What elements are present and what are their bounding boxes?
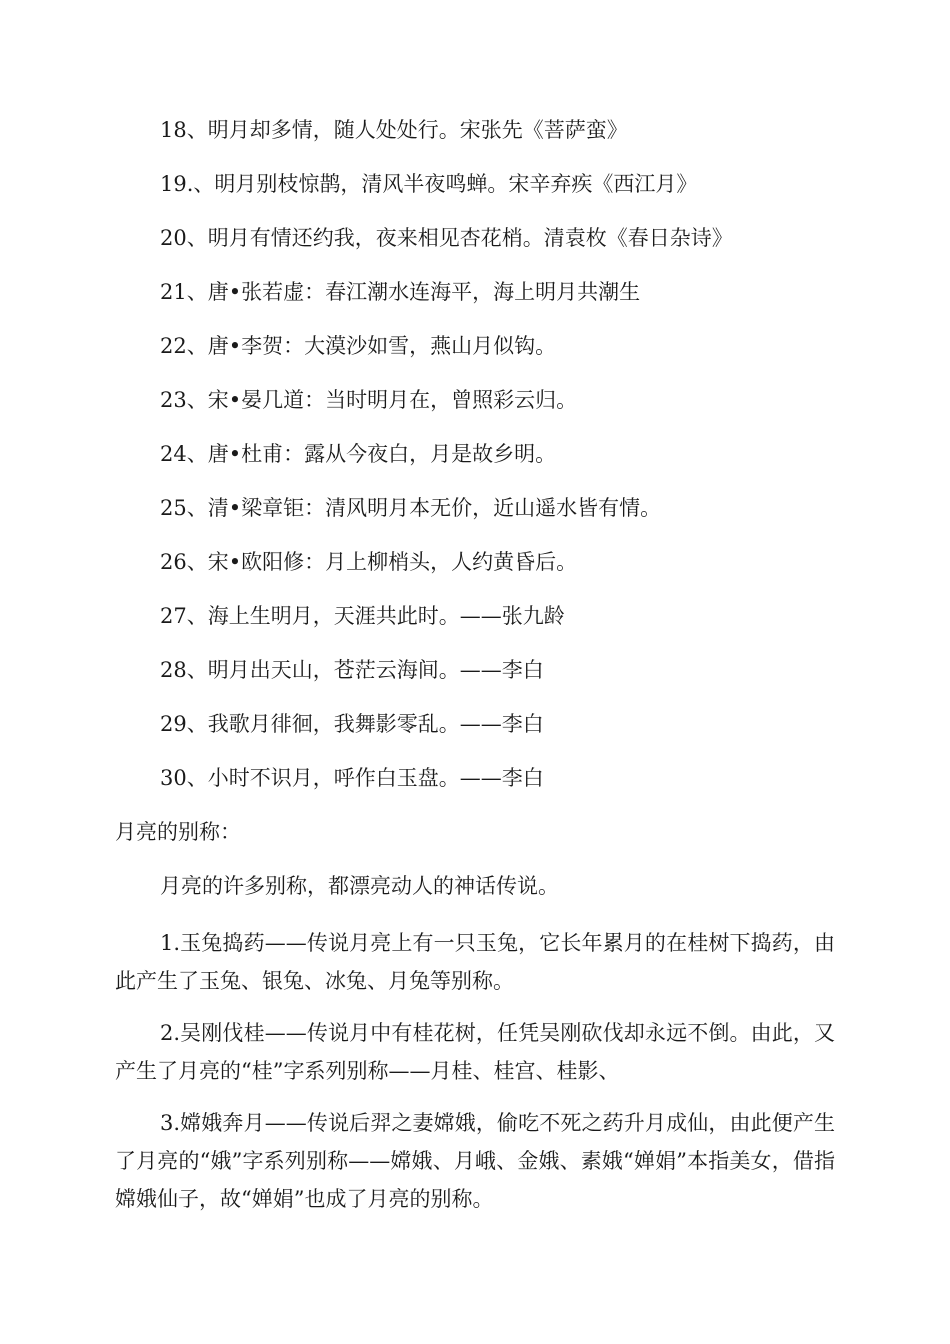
section-heading: 月亮的别称： — [115, 820, 241, 844]
quote-line-20: 20、明月有情还约我，夜来相见杏花梢。清袁枚《春日杂诗》 — [160, 226, 733, 250]
quote-line-26: 26、宋•欧阳修：月上柳梢头，人约黄昏后。 — [160, 550, 578, 574]
intro-line: 月亮的许多别称，都漂亮动人的神话传说。 — [160, 874, 559, 898]
quote-line-18: 18、明月却多情，随人处处行。宋张先《菩萨蛮》 — [160, 118, 628, 142]
quote-line-29: 29、我歌月徘徊，我舞影零乱。——李白 — [160, 712, 544, 736]
quote-line-28: 28、明月出天山，苍茫云海间。——李白 — [160, 658, 544, 682]
quote-line-21: 21、唐•张若虚：春江潮水连海平，海上明月共潮生 — [160, 280, 641, 304]
quote-line-22: 22、唐•李贺：大漠沙如雪，燕山月似钩。 — [160, 334, 557, 358]
paragraph-change: 3.嫦娥奔月——传说后羿之妻嫦娥，偷吃不死之药升月成仙，由此便产生了月亮的“娥”字系列别称——嫦娥、月峨、金娥、素娥“婵娟”本指美女，借指嫦娥仙子，故“婵娟”也成了月亮的别称。 — [115, 1111, 835, 1211]
quote-line-30: 30、小时不识月，呼作白玉盘。——李白 — [160, 766, 544, 790]
quote-line-23: 23、宋•晏几道：当时明月在，曾照彩云归。 — [160, 388, 578, 412]
quote-line-25: 25、清•梁章钜：清风明月本无价，近山遥水皆有情。 — [160, 496, 662, 520]
quote-line-24: 24、唐•杜甫：露从今夜白，月是故乡明。 — [160, 442, 557, 466]
quote-line-19: 19.、明月别枝惊鹊，清风半夜鸣蝉。宋辛弃疾《西江月》 — [160, 172, 698, 196]
paragraph-jade-rabbit: 1.玉兔捣药——传说月亮上有一只玉兔，它长年累月的在桂树下捣药，由此产生了玉兔、银兔、冰兔、月兔等别称。 — [115, 931, 835, 993]
paragraph-wu-gang: 2.吴刚伐桂——传说月中有桂花树，任凭吴刚砍伐却永远不倒。由此，又产生了月亮的“桂”字系列别称——月桂、桂宫、桂影、 — [115, 1021, 835, 1083]
quote-line-27: 27、海上生明月，天涯共此时。——张九龄 — [160, 604, 565, 628]
